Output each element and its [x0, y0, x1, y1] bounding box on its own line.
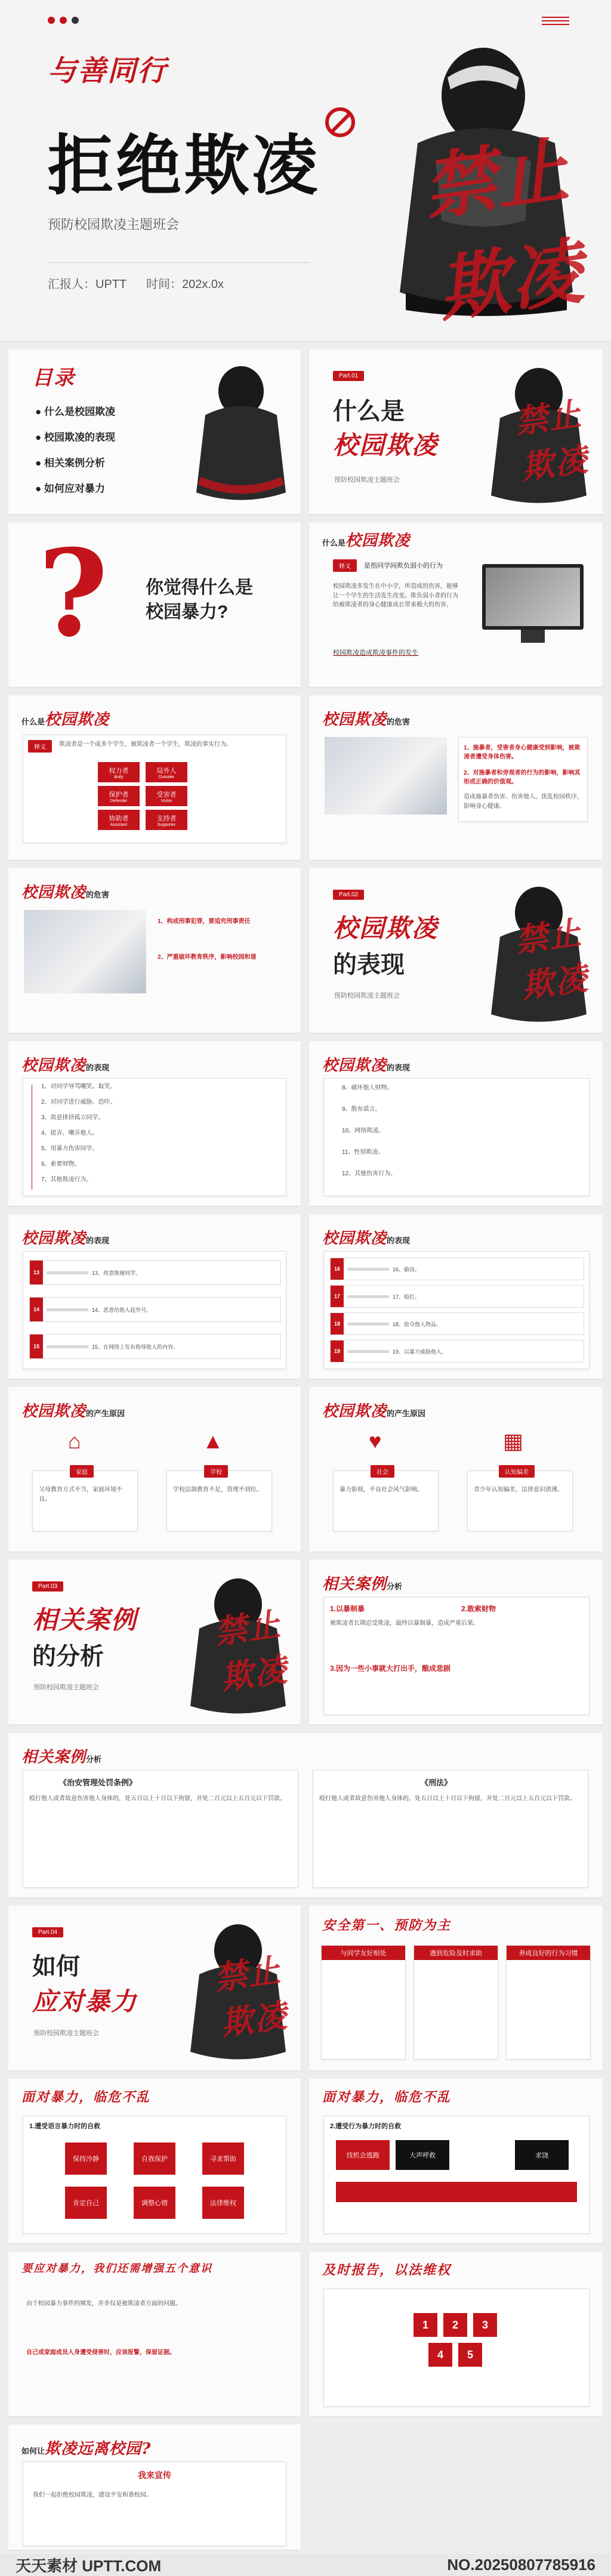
harm-slide-2: [8, 868, 301, 1033]
toc-title: 目录: [32, 366, 75, 390]
respond-box[interactable]: 大声呼救: [396, 2140, 449, 2170]
cause-card: [166, 1470, 272, 1531]
harm-point: 2、对施暴者和旁观者的行为的影响，影响其形成正确的价值观。: [464, 770, 581, 785]
respond-question: 2.遭受行为暴力时的自救: [330, 2123, 402, 2130]
law-body: 殴打他人或者故意伤害他人身体的，处五日以上十日以下拘留，并处二百元以上五百元以下罚款。: [29, 1795, 286, 1802]
respond-box[interactable]: 保持冷静: [65, 2142, 107, 2175]
definition-body: 校园欺凌多发生在中小学，所造成的伤害，能够让一个学生的生活发生改变。欺负弱小者的行为给被欺凌者的身心健康成长带来极大的伤害。: [333, 583, 458, 608]
law-card: [313, 1770, 588, 1888]
manifest-card: [23, 1078, 286, 1196]
case-card: [323, 1597, 590, 1715]
cover-menu-lines: [542, 14, 569, 27]
toc-item[interactable]: ● 如何应对暴力: [35, 483, 105, 494]
slide-header: 校园欺凌的表现: [21, 1230, 110, 1247]
part-title-line1: 相关案例: [32, 1605, 138, 1634]
part-title-line2: 应对暴力: [32, 1987, 138, 2016]
part-title-line1: 如何: [32, 1953, 80, 1980]
slide-header: 相关案例分析: [21, 1748, 102, 1766]
cause-label: 家庭: [70, 1465, 94, 1478]
home-icon: ⌂: [68, 1429, 81, 1453]
heart-house-icon: ♥: [369, 1429, 382, 1453]
part-title-line2: 校园欺凌: [333, 431, 439, 460]
slide-header: 校园欺凌的危害: [21, 884, 110, 902]
window-dots: [48, 17, 79, 24]
cover-title: 拒绝欺凌: [48, 129, 320, 203]
part-subtitle: 预防校园欺凌主题班会: [33, 1684, 99, 1691]
law-title: 《刑法》: [421, 1778, 452, 1787]
respond-box[interactable]: 寻求帮助: [202, 2142, 244, 2175]
part-tag: Part.03: [32, 1581, 63, 1592]
respond-slide-1: [8, 2079, 301, 2243]
manifest-slide-3: [8, 1214, 301, 1379]
manifest-item: 6、索要财物。: [41, 1161, 81, 1168]
manifest-row: 14 14、恶意给他人起外号。: [29, 1297, 281, 1322]
definition-card: [23, 735, 286, 843]
definition-slide-1: [309, 522, 603, 687]
cover-time: 时间：202x.0x: [146, 278, 224, 291]
publicity-card: [23, 2462, 286, 2546]
handshake-photo: [24, 910, 146, 993]
manifest-item: 2、对同学进行威胁、恐吓。: [41, 1099, 116, 1106]
question-mark-icon: ?: [38, 524, 109, 664]
part-stamp-text: 禁止欺凌: [513, 912, 591, 1006]
step-box[interactable]: 3: [473, 2313, 497, 2337]
step-box[interactable]: 2: [443, 2313, 467, 2337]
question-text: 你觉得什么是校园暴力?: [146, 578, 253, 622]
respond-box[interactable]: 法律维权: [202, 2187, 244, 2219]
role-box[interactable]: 支持者 Supporter: [146, 810, 187, 830]
manifest-card: [323, 1251, 590, 1369]
harm-card: [458, 737, 588, 822]
definition-underline: 校园欺凌造成欺凌事件的发生: [333, 649, 418, 657]
respond-question: 1.遭受语言暴力时的自救: [29, 2123, 101, 2130]
publicity-heading: 我来宣传: [138, 2470, 171, 2480]
cause-card: [467, 1470, 573, 1531]
part1-slide: [309, 349, 603, 514]
monitor-stand: [521, 630, 545, 643]
role-box[interactable]: 保护者 Defender: [98, 786, 140, 806]
safety-column: [413, 1945, 498, 2060]
slide-header: 校园欺凌的表现: [21, 1057, 110, 1075]
manifest-row: 19 19、以暴力威胁他人。: [330, 1340, 584, 1363]
manifest-item: 1、对同学辱骂嘲笑、取笑。: [41, 1083, 116, 1090]
case-heading: 1.以暴制暴: [330, 1605, 365, 1613]
role-box[interactable]: 协助者 Assistant: [98, 810, 140, 830]
manifest-item: 5、用暴力伤害同学。: [41, 1145, 98, 1152]
cause-text: 学校法制教育不足，管理不到位。: [173, 1487, 263, 1493]
slide-header: 面对暴力，临危不乱: [21, 2089, 151, 2105]
role-box[interactable]: 权力者 Bully: [98, 762, 140, 782]
publicity-body: 我们一起拒绝校园欺凌，建设平安和谐校园。: [33, 2492, 152, 2498]
cause-text: 青少年认知偏差，法律意识淡薄。: [474, 1487, 563, 1493]
publicity-slide: [8, 2425, 301, 2550]
slide-header: 校园欺凌的产生原因: [21, 1402, 125, 1420]
slide-header: 校园欺凌的产生原因: [322, 1402, 426, 1420]
case-heading: 3.因为一些小事就大打出手，酿成悲剧: [330, 1664, 451, 1673]
slide-header: 要应对暴力，我们还需增强五个意识: [21, 2262, 212, 2275]
manifest-item: 12、其他伤害行为。: [342, 1171, 397, 1177]
case-slide-1: [309, 1560, 603, 1724]
law-card: [23, 1770, 298, 1888]
cause-slide-2: [309, 1387, 603, 1552]
manifest-slide-4: [309, 1214, 603, 1379]
safety-slide: [309, 1906, 603, 2070]
part-subtitle: 预防校园欺凌主题班会: [334, 992, 400, 999]
slide-header: 校园欺凌的表现: [322, 1057, 411, 1075]
cover-slide: [0, 0, 611, 341]
manifest-slide-2: [309, 1041, 603, 1206]
awareness-highlight: 自己或家庭成员人身遭受侵害时，应该报警，保留证据。: [26, 2349, 175, 2356]
part-title-line2: 的分析: [32, 1643, 104, 1670]
slide-header: 面对暴力，临危不乱: [322, 2089, 452, 2105]
manifest-row: 16 16、偷窃。: [330, 1258, 584, 1280]
part-stamp-text: 禁止欺凌: [212, 1950, 290, 2044]
manifest-row: 18 18、抢夺他人物品。: [330, 1312, 584, 1335]
definition-heading: 是指同学间欺负弱小的行为: [364, 562, 443, 569]
toc-item[interactable]: ● 校园欺凌的表现: [35, 432, 115, 443]
part2-slide: [309, 868, 603, 1033]
toc-slide: [8, 349, 301, 514]
cause-label: 学校: [204, 1465, 228, 1478]
watermark-footer: [0, 2554, 611, 2576]
cause-card: [32, 1470, 138, 1531]
manifest-item: 11、性别欺凌。: [342, 1149, 384, 1156]
no-sign-icon: [325, 107, 355, 137]
manifest-item: 4、捉弄、嘲弄他人。: [41, 1130, 98, 1137]
case-body: 被欺凌者长期忍受欺凌，最终以暴制暴，造成严重后果。: [330, 1620, 479, 1627]
part-tag: Part.04: [32, 1927, 63, 1937]
report-slide: [309, 2252, 603, 2416]
manifest-item: 10、网络欺凌。: [342, 1128, 385, 1134]
case-slide-2: [8, 1733, 603, 1897]
definition-pill: 释义: [28, 740, 52, 753]
harm-slide-1: [309, 695, 603, 860]
safety-column-header: 遇到危险及时求助: [414, 1946, 498, 1960]
manifest-item: 8、破坏他人财物。: [342, 1085, 393, 1091]
cover-divider: [48, 262, 310, 263]
manifest-slide-1: [8, 1041, 301, 1206]
toc-item[interactable]: ● 相关案例分析: [35, 457, 105, 469]
step-box[interactable]: 4: [428, 2343, 452, 2367]
part-subtitle: 预防校园欺凌主题班会: [334, 476, 400, 484]
cause-slide-1: [8, 1387, 301, 1552]
slide-header: 校园欺凌的危害: [322, 711, 411, 729]
cover-slogan: 与善同行: [48, 54, 168, 88]
awareness-text: 由于校园暴力事件的频发，并非仅是被欺凌者方面的问题。: [26, 2301, 181, 2307]
respond-box[interactable]: 求饶: [515, 2140, 569, 2170]
part-tag: Part.02: [333, 890, 364, 900]
monitor-illustration: [482, 564, 584, 630]
slide-header: 校园欺凌的表现: [322, 1230, 411, 1247]
manifest-row: 13 13、故意推撞同学。: [29, 1260, 281, 1285]
step-box[interactable]: 5: [458, 2343, 482, 2367]
slide-header: 什么是校园欺凌: [322, 532, 411, 550]
cause-label: 社会: [371, 1465, 394, 1478]
respond-box[interactable]: 调整心情: [134, 2187, 175, 2219]
respond-band: [336, 2182, 577, 2202]
safety-column: [506, 1945, 591, 2060]
definition-slide-2: [8, 695, 301, 860]
slide-header: 什么是校园欺凌: [21, 711, 110, 729]
toc-item[interactable]: ● 什么是校园欺凌: [35, 406, 115, 417]
harm-note: 造成施暴者伤害、伤害他人，扰乱校园秩序，影响身心健康。: [464, 794, 583, 810]
cause-text: 暴力影视，不良社会风气影响。: [340, 1487, 423, 1493]
toc-list: [35, 403, 115, 495]
cover-reporter: 汇报人：UPTT: [48, 278, 127, 291]
case-heading: 2.敢索财物: [461, 1605, 496, 1613]
manifest-item: 9、散布谣言。: [342, 1106, 381, 1113]
part-stamp-text: 禁止欺凌: [513, 394, 591, 487]
part-title-line2: 的表现: [333, 952, 405, 978]
part-title-line1: 校园欺凌: [333, 914, 439, 943]
harm-point: 1、构成刑事犯罪，要追究刑事责任: [158, 918, 251, 925]
respond-box[interactable]: 找机会逃跑: [336, 2140, 390, 2170]
step-box[interactable]: 1: [413, 2313, 437, 2337]
manifest-item: 7、其他欺凌行为。: [41, 1176, 92, 1183]
watermark-left: 天天素材 UPTT.COM: [16, 2557, 162, 2575]
safety-column-header: 与同学友好相处: [322, 1946, 405, 1960]
definition-pill: 释义: [333, 559, 357, 572]
slide-header: 安全第一、预防为主: [322, 1918, 452, 1933]
definition-intro: 欺凌者是一个或多个学生，被欺凌者一个学生，欺凌的事实行为。: [59, 741, 232, 748]
cause-text: 父母教育方式不当，家庭环境不良。: [39, 1487, 122, 1503]
part-tag: Part.01: [333, 371, 364, 381]
manifest-card: [323, 1078, 590, 1196]
slide-header: 如何让欺凌远离校园?: [21, 2440, 152, 2458]
respond-card: [323, 2116, 590, 2234]
part-stamp-text: 禁止欺凌: [212, 1604, 290, 1698]
manifest-row: 17 17、殴打。: [330, 1285, 584, 1308]
report-card: [323, 2289, 590, 2407]
part3-slide: [8, 1560, 301, 1724]
awareness-slide: [8, 2252, 301, 2416]
watermark-right: NO.20250807785916: [447, 2556, 595, 2574]
part-subtitle: 预防校园欺凌主题班会: [33, 2030, 99, 2037]
safety-column-header: 养成良好的行为习惯: [507, 1946, 590, 1960]
school-icon: ▲: [202, 1429, 224, 1453]
role-box[interactable]: 局外人 Outsider: [146, 762, 187, 782]
respond-card: [23, 2116, 286, 2234]
cover-subtitle: 预防校园欺凌主题班会: [48, 217, 180, 232]
manifest-row: 15 15、在网络上发布侮辱他人的内容。: [29, 1334, 281, 1359]
law-body: 殴打他人或者故意伤害他人身体的，处五日以上十日以下拘留，并处二百元以上五百元以下罚款。: [319, 1795, 576, 1802]
cause-label: 认知偏差: [499, 1465, 535, 1478]
respond-box[interactable]: 自我保护: [134, 2142, 175, 2175]
cause-card: [333, 1470, 439, 1531]
slide-header: 相关案例分析: [322, 1575, 403, 1593]
manifest-item: 3、故意排挤孤立同学。: [41, 1114, 104, 1121]
cover-stamp-text: 禁止欺凌: [418, 127, 589, 333]
part-title-line1: 什么是: [333, 398, 405, 425]
law-title: 《治安管理处罚条例》: [59, 1778, 137, 1787]
safety-column: [321, 1945, 406, 2060]
slide-header: 及时报告，以法维权: [322, 2262, 452, 2278]
handshake-photo: [325, 737, 447, 815]
harm-point: 2、严重破坏教育秩序，影响校园和谐: [158, 954, 257, 961]
part4-slide: [8, 1906, 301, 2070]
building-icon: ▦: [503, 1429, 524, 1453]
harm-point: 1、施暴者，受害者身心健康受到影响，被欺凌者遭受身体伤害。: [464, 745, 581, 760]
manifest-card: [23, 1251, 286, 1369]
crouching-figure-illustration: [187, 361, 295, 504]
respond-slide-2: [309, 2079, 603, 2243]
respond-box[interactable]: 肯定自己: [65, 2187, 107, 2219]
role-box[interactable]: 受害者 Victim: [146, 786, 187, 806]
question-slide: [8, 522, 301, 687]
